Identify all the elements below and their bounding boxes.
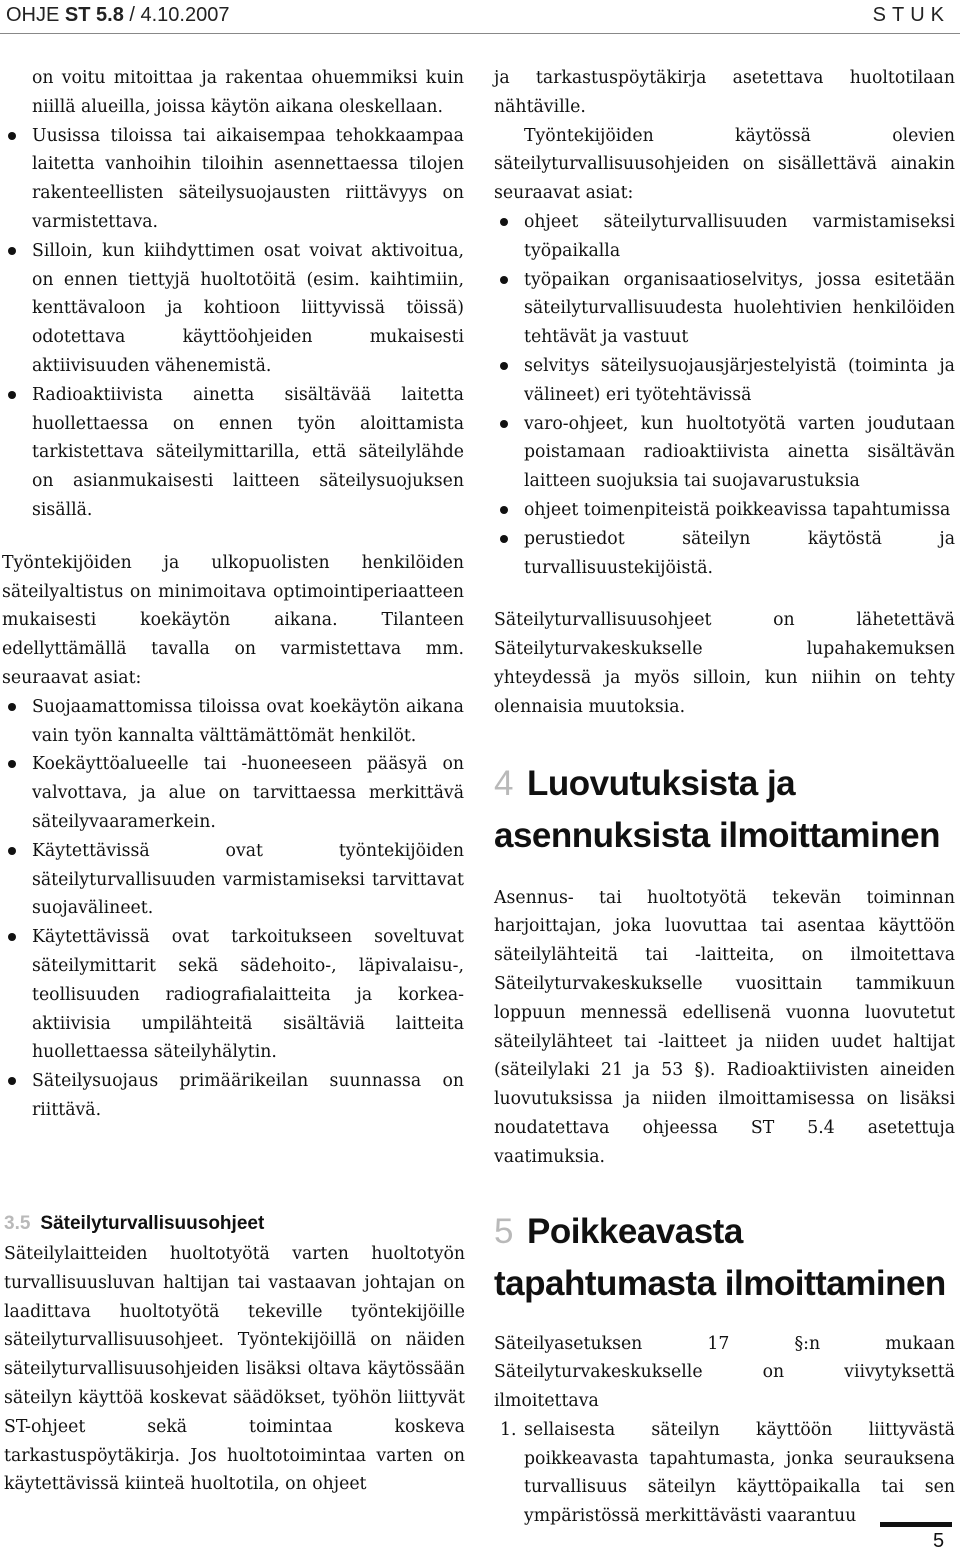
page-number: 5 xyxy=(933,1530,945,1552)
intro-paragraph: on voitu mitoittaa ja rakentaa ohuemmiksi kuin niillä alueilla, joissa käytön aikana oleskellaan. xyxy=(32,68,464,117)
list-item-text: Koekäyttöalueelle tai -huoneeseen pääsyä on valvottava, ja alue on tarvittaessa merkittävä säteilyvaaramerkein. xyxy=(32,754,464,832)
doc-date: / 4.10.2007 xyxy=(123,4,230,26)
item-text: sellaisesta säteilyn käyttöön liittyvästä poikkeavasta tapahtumasta, jonka seurauksena turvallisuus säteilyn käyttöpaikalla tai sen ympäristössä merkittävästi vaarantuu xyxy=(524,1419,955,1527)
header-divider xyxy=(0,33,960,34)
list-item-text: selvitys säteilysuojausjärjestelyistä (toiminta ja välineet) eri työtehtävissä xyxy=(524,355,955,405)
footer-rule xyxy=(880,1522,952,1527)
list-item-text: Silloin, kun kiihdyttimen osat voivat aktivoitua, on ennen tiettyjä huoltotöitä (esim. kaihtimiin, kenttävaloon ja kohtioon liittyvissä töissä) odotettava käyttöohjeiden mukaisesti aktiivisuuden vähenemistä. xyxy=(32,240,464,376)
bullet-icon xyxy=(8,391,16,399)
section-paragraph: Säteilyasetuksen 17 §:n mukaan Säteilyturvakeskukselle on viivytyksettä ilmoitettava xyxy=(494,1333,955,1412)
list-item-text: työpaikan organisaatioselvitys, jossa esitetään säteilyturvallisuudesta huolehtivien henkilöiden tehtävät ja vastuut xyxy=(524,269,955,348)
bullet-icon xyxy=(500,506,508,514)
section-title: Luovutuksista ja asennuksista ilmoittaminen xyxy=(494,763,941,855)
bullet-icon xyxy=(8,933,16,941)
section-number: 4 xyxy=(494,763,513,803)
bullet-icon xyxy=(8,132,16,140)
section-paragraph: Säteilylaitteiden huoltotyötä varten huoltotyön turvallisuusluvan haltijan tai vastaavan johtajan on laadittava huoltotyötä tekeville työntekijöille säteilyturvallisuusohjeet. Työntekijöillä on näiden säteilyturvallisuusohjeiden lisäksi oltava käytössään säteilyn käyttöä koskevat säädökset, työhön liittyvät ST-ohjeet sekä toimintaa koskeva tarkastuspöytäkirja. Jos huoltotoimintaa varten on käytettävissä kiinteä huoltotila, on ohjeet xyxy=(4,1244,465,1495)
section-3-5 xyxy=(4,1210,465,1499)
list-item-text: Radioaktiivista ainetta sisältävää laitetta huollettaessa on ennen työn aloittamista tarkistettava säteilymittarilla, että säteilylähde on asianmukaisesti laitteen säteilysuojuksen sisällä. xyxy=(32,384,464,520)
bullet-icon xyxy=(8,760,16,768)
bullet-icon xyxy=(8,703,16,711)
list-item xyxy=(32,750,464,836)
list-item-text: ohjeet säteilyturvallisuuden varmistamiseksi työpaikalla xyxy=(524,211,955,261)
list-item xyxy=(32,122,464,237)
page-header xyxy=(0,0,960,34)
list-item xyxy=(32,237,464,381)
bullet-icon xyxy=(8,247,16,255)
list-item xyxy=(32,837,464,923)
section-title: Säteilyturvallisuusohjeet xyxy=(40,1213,265,1234)
doc-code: ST 5.8 xyxy=(64,4,124,26)
list-item xyxy=(32,381,464,525)
continued-paragraph: ja tarkastuspöytäkirja asetettava huoltotilaan nähtäville. xyxy=(494,68,955,117)
list-item-text: varo-ohjeet, kun huoltotyötä varten joudutaan poistamaan radioaktiivista ainetta sisältävän laitteen suojuksia tai suojavarustuksia xyxy=(524,413,955,492)
list-item xyxy=(524,410,955,496)
right-column xyxy=(494,64,955,1531)
organization-name: STUK xyxy=(872,4,950,26)
section-title: Poikkeavasta tapahtumasta ilmoittaminen xyxy=(494,1211,946,1303)
bullet-icon xyxy=(500,420,508,428)
section-paragraph: Asennus- tai huoltotyötä tekevän toiminnan harjoittajan, joka luovuttaa tai asentaa käyttöön säteilylähteitä tai -laitteita, on ilmoitettava Säteilyturvakeskukselle vuosittain tammikuun loppuun mennessä edellisenä vuonna luovutetut säteilylähteet tai -laitteet ja niiden uudet haltijat (säteilylaki 21 ja 53 §). Radioaktiivisten aineiden luovutuksissa ja niiden ilmoittamisessa on lisäksi noudatettava ohjeessa ST 5.4 asetettuja vaatimuksia. xyxy=(494,887,955,1167)
section-heading xyxy=(494,1206,955,1310)
paragraph: Säteilyturvallisuusohjeet on lähetettävä Säteilyturvakeskukselle lupahakemuksen yhteydessä ja myös silloin, kun niihin on tehty olennaisia muutoksia. xyxy=(494,610,955,717)
list-item xyxy=(524,496,955,525)
section-number: 3.5 xyxy=(4,1213,31,1234)
section-heading xyxy=(4,1210,465,1238)
list-item-text: Suojaamattomissa tiloissa ovat koekäytön aikana vain työn kannalta välttämättömät henkilöt. xyxy=(32,696,464,746)
bullet-icon xyxy=(8,847,16,855)
bullet-icon xyxy=(500,535,508,543)
document-id xyxy=(6,4,229,27)
list-item xyxy=(524,352,955,410)
list-item xyxy=(32,693,464,751)
list-item-text: perustiedot säteilyn käytöstä ja turvallisuustekijöistä. xyxy=(524,528,955,578)
bullet-icon xyxy=(500,218,508,226)
bullet-icon xyxy=(8,1077,16,1085)
list-item xyxy=(524,266,955,352)
list-item-text: Käytettävissä ovat tarkoitukseen soveltuvat säteilymittarit sekä sädehoito-, läpivalaisu-, teollisuuden radiografialaitteita ja korkea-aktiivisia umpilähteitä sisältäviä laitteita huollettaessa säteilyhälytin. xyxy=(32,927,464,1063)
section-number: 5 xyxy=(494,1211,513,1251)
paragraph: Työntekijöiden käytössä olevien säteilyturvallisuusohjeiden on sisällettävä ainakin seuraavat asiat: xyxy=(494,125,955,204)
list-item-text: Käytettävissä ovat työntekijöiden säteilyturvallisuuden varmistamiseksi tarvittavat suojavälineet. xyxy=(32,840,464,919)
list-item xyxy=(524,208,955,266)
list-item-text: Säteilysuojaus primäärikeilan suunnassa on riittävä. xyxy=(32,1071,464,1120)
list-item xyxy=(524,525,955,583)
list-item xyxy=(32,923,464,1067)
numbered-item xyxy=(500,1416,955,1531)
doc-prefix: OHJE xyxy=(6,4,65,26)
paragraph: Työntekijöiden ja ulkopuolisten henkilöiden säteilyaltistus on minimoitava optimointiperiaatteen mukaisesti koekäytön aikana. Tilanteen edellyttämällä tavalla on varmistettava mm. seuraavat asiat: xyxy=(2,552,464,688)
item-number: 1. xyxy=(500,1419,517,1440)
left-column xyxy=(2,64,464,1125)
list-item xyxy=(32,1067,464,1125)
bullet-icon xyxy=(500,362,508,370)
list-item-text: Uusissa tiloissa tai aikaisempaa tehokkaampaa laitetta vanhoihin tiloihin asennettaessa tilojen rakenteellisten säteilysuojausten riittävyys on varmistettava. xyxy=(32,125,464,232)
list-item-text: ohjeet toimenpiteistä poikkeavissa tapahtumissa xyxy=(524,499,951,520)
section-heading xyxy=(494,758,955,862)
bullet-icon xyxy=(500,276,508,284)
